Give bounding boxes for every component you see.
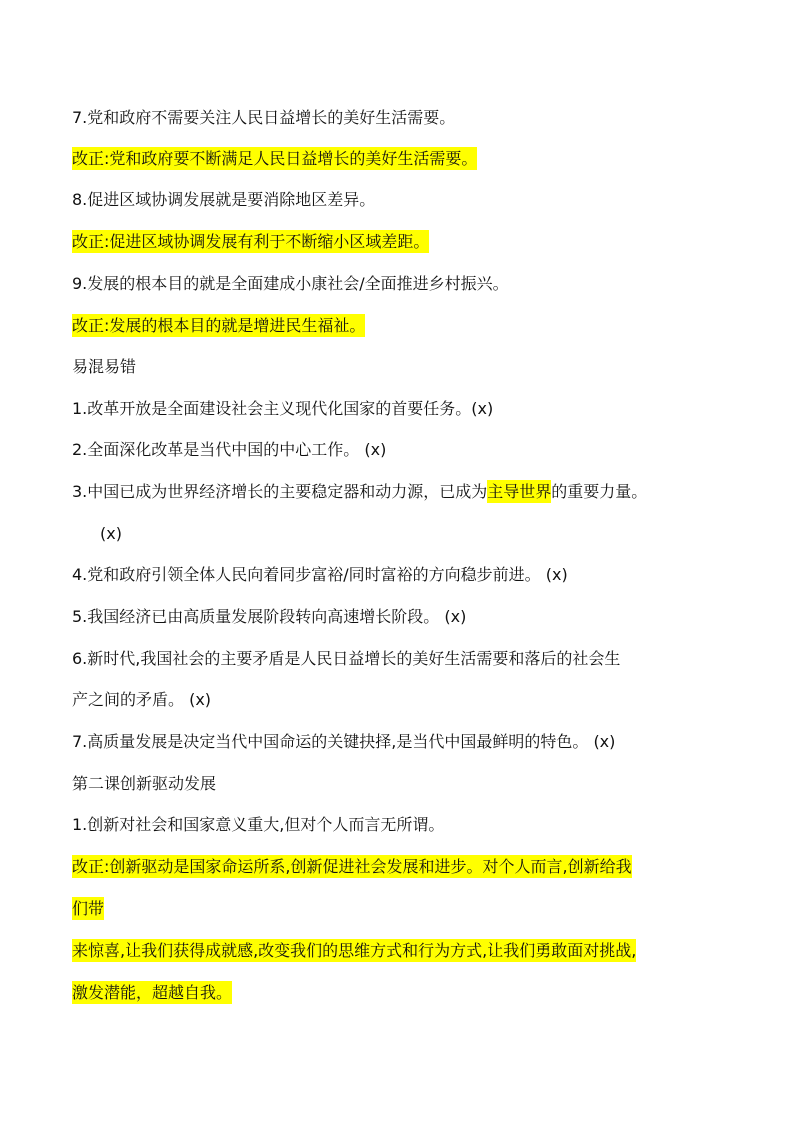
lesson-correction-1-cont3: 激发潜能，超越自我。 [72, 983, 233, 1002]
correction-7: 改正:党和政府要不断满足人民日益增长的美好生活需要。 [72, 149, 478, 168]
section-heading-confusing: 易混易错 [72, 357, 137, 376]
error-item-3: 3.中国已成为世界经济增长的主要稳定器和动力源，已成为主导世界的重要力量。 [72, 482, 648, 501]
error-item-6-cont: 产之间的矛盾。 (x) [72, 690, 212, 709]
error-item-6: 6.新时代,我国社会的主要矛盾是人民日益增长的美好生活需要和落后的社会生 [72, 649, 621, 668]
error-item-7: 7.高质量发展是决定当代中国命运的关键抉择,是当代中国最鲜明的特色。 (x) [72, 732, 616, 751]
statement-8: 8.促进区域协调发展就是要消除地区差异。 [72, 190, 376, 209]
highlight-phrase: 主导世界 [487, 482, 552, 501]
statement-9: 9.发展的根本目的就是全面建成小康社会/全面推进乡村振兴。 [72, 274, 509, 293]
statement-7: 7.党和政府不需要关注人民日益增长的美好生活需要。 [72, 108, 456, 127]
lesson-heading: 第二课创新驱动发展 [72, 774, 217, 793]
error-item-2: 2.全面深化改革是当代中国的中心工作。 (x) [72, 440, 387, 459]
lesson-correction-1-cont2: 来惊喜,让我们获得成就感,改变我们的思维方式和行为方式,让我们勇敢面对挑战, [72, 941, 637, 960]
error-item-5: 5.我国经济已由高质量发展阶段转向高速增长阶段。 (x) [72, 607, 467, 626]
correction-8: 改正:促进区域协调发展有利于不断缩小区域差距。 [72, 232, 430, 251]
lesson-statement-1: 1.创新对社会和国家意义重大,但对个人而言无所谓。 [72, 815, 445, 834]
correction-9: 改正:发展的根本目的就是增进民生福祉。 [72, 316, 366, 335]
lesson-correction-1: 改正:创新驱动是国家命运所系,创新促进社会发展和进步。对个人而言,创新给我 [72, 857, 632, 876]
error-item-4: 4.党和政府引领全体人民向着同步富裕/同时富裕的方向稳步前进。 (x) [72, 565, 568, 584]
error-item-3-mark: (x) [100, 524, 122, 543]
error-item-1: 1.改革开放是全面建设社会主义现代化国家的首要任务。(x) [72, 399, 494, 418]
lesson-correction-1-cont: 们带 [72, 899, 105, 918]
